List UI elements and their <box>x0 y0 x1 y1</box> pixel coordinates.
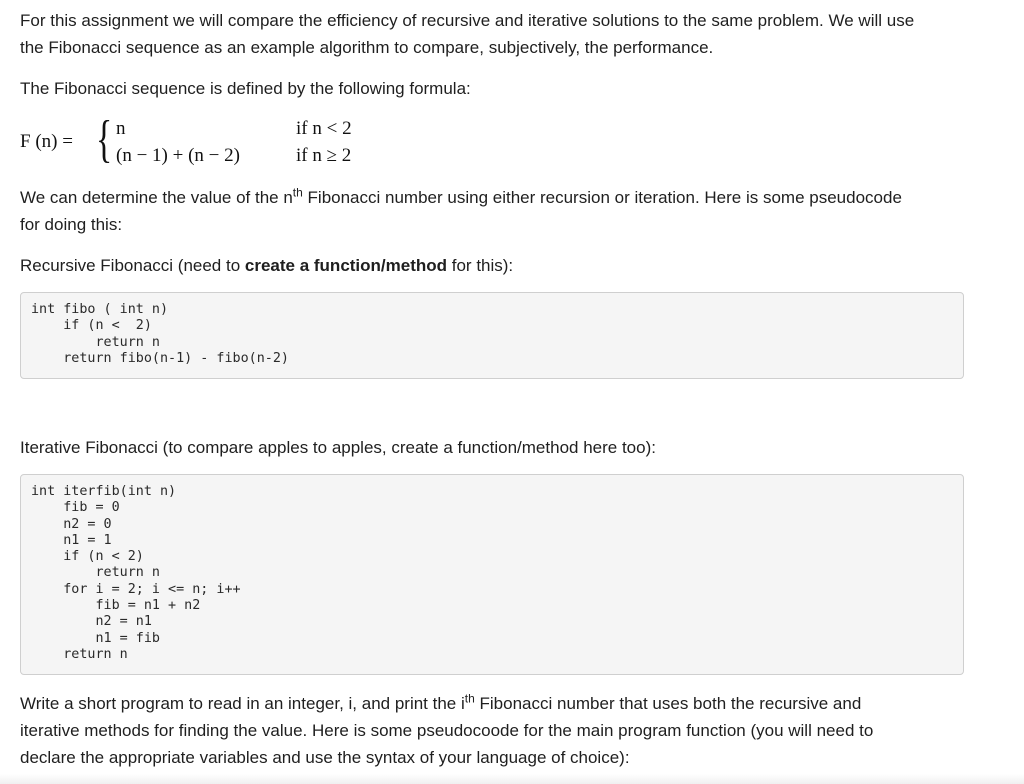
fibonacci-formula <box>20 111 440 174</box>
intro-paragraph <box>20 7 1000 61</box>
intro-line-2: the Fibonacci sequence as an example algorithm to compare, subjectively, the performance. <box>20 38 714 57</box>
recursive-heading-bold: create a function/method <box>244 256 448 275</box>
write-before: Write a short program to read in an integer, i, and print the i <box>20 694 465 713</box>
determine-before: We can determine the value of the n <box>20 188 293 207</box>
recursive-heading <box>20 252 513 279</box>
formula-case2-cond: if n ≥ 2 <box>296 145 352 166</box>
determine-after: Fibonacci number using either recursion or iteration. Here is some pseudocode <box>302 188 902 207</box>
recursive-heading-before: Recursive Fibonacci (need to <box>20 256 245 275</box>
definition-text: The Fibonacci sequence is defined by the following formula: <box>20 79 471 98</box>
iterative-heading: Iterative Fibonacci (to compare apples to apples, create a function/method here too): <box>20 438 656 457</box>
determine-paragraph <box>20 184 980 238</box>
iterative-code: int iterfib(int n) fib = 0 n2 = 0 n1 = 1 if (n < 2) return n for i = 2; i <= n; i++ fib = n1 + n2 n2 = n1 n1 = fib return n <box>31 484 241 662</box>
determine-line-2: for doing this: <box>20 215 123 234</box>
write-after: Fibonacci number that uses both the recursive and <box>474 694 862 713</box>
write-sup: th <box>464 691 475 706</box>
write-line-2: iterative methods for finding the value. Here is some pseudocoode for the main program function (you will need to <box>20 721 874 740</box>
determine-sup: th <box>292 185 303 200</box>
formula-brace: { <box>96 111 113 168</box>
recursive-code-block <box>20 292 964 379</box>
intro-line-1: For this assignment we will compare the efficiency of recursive and iterative solutions to the same problem. We will use <box>20 11 915 30</box>
recursive-code: int fibo ( int n) if (n < 2) return n return fibo(n-1) - fibo(n-2) <box>31 302 289 366</box>
iterative-code-block <box>20 474 964 675</box>
write-program-paragraph <box>20 690 980 771</box>
recursive-heading-after: for this): <box>447 256 514 275</box>
write-line-3: declare the appropriate variables and use the syntax of your language of choice): <box>20 748 630 767</box>
bottom-fade <box>0 774 1024 784</box>
formula-lhs: F (n) = <box>20 131 73 152</box>
formula-case1-expr: n <box>116 118 126 139</box>
formula-case2-expr: (n − 1) + (n − 2) <box>116 145 240 166</box>
formula-case1-cond: if n < 2 <box>296 118 352 139</box>
